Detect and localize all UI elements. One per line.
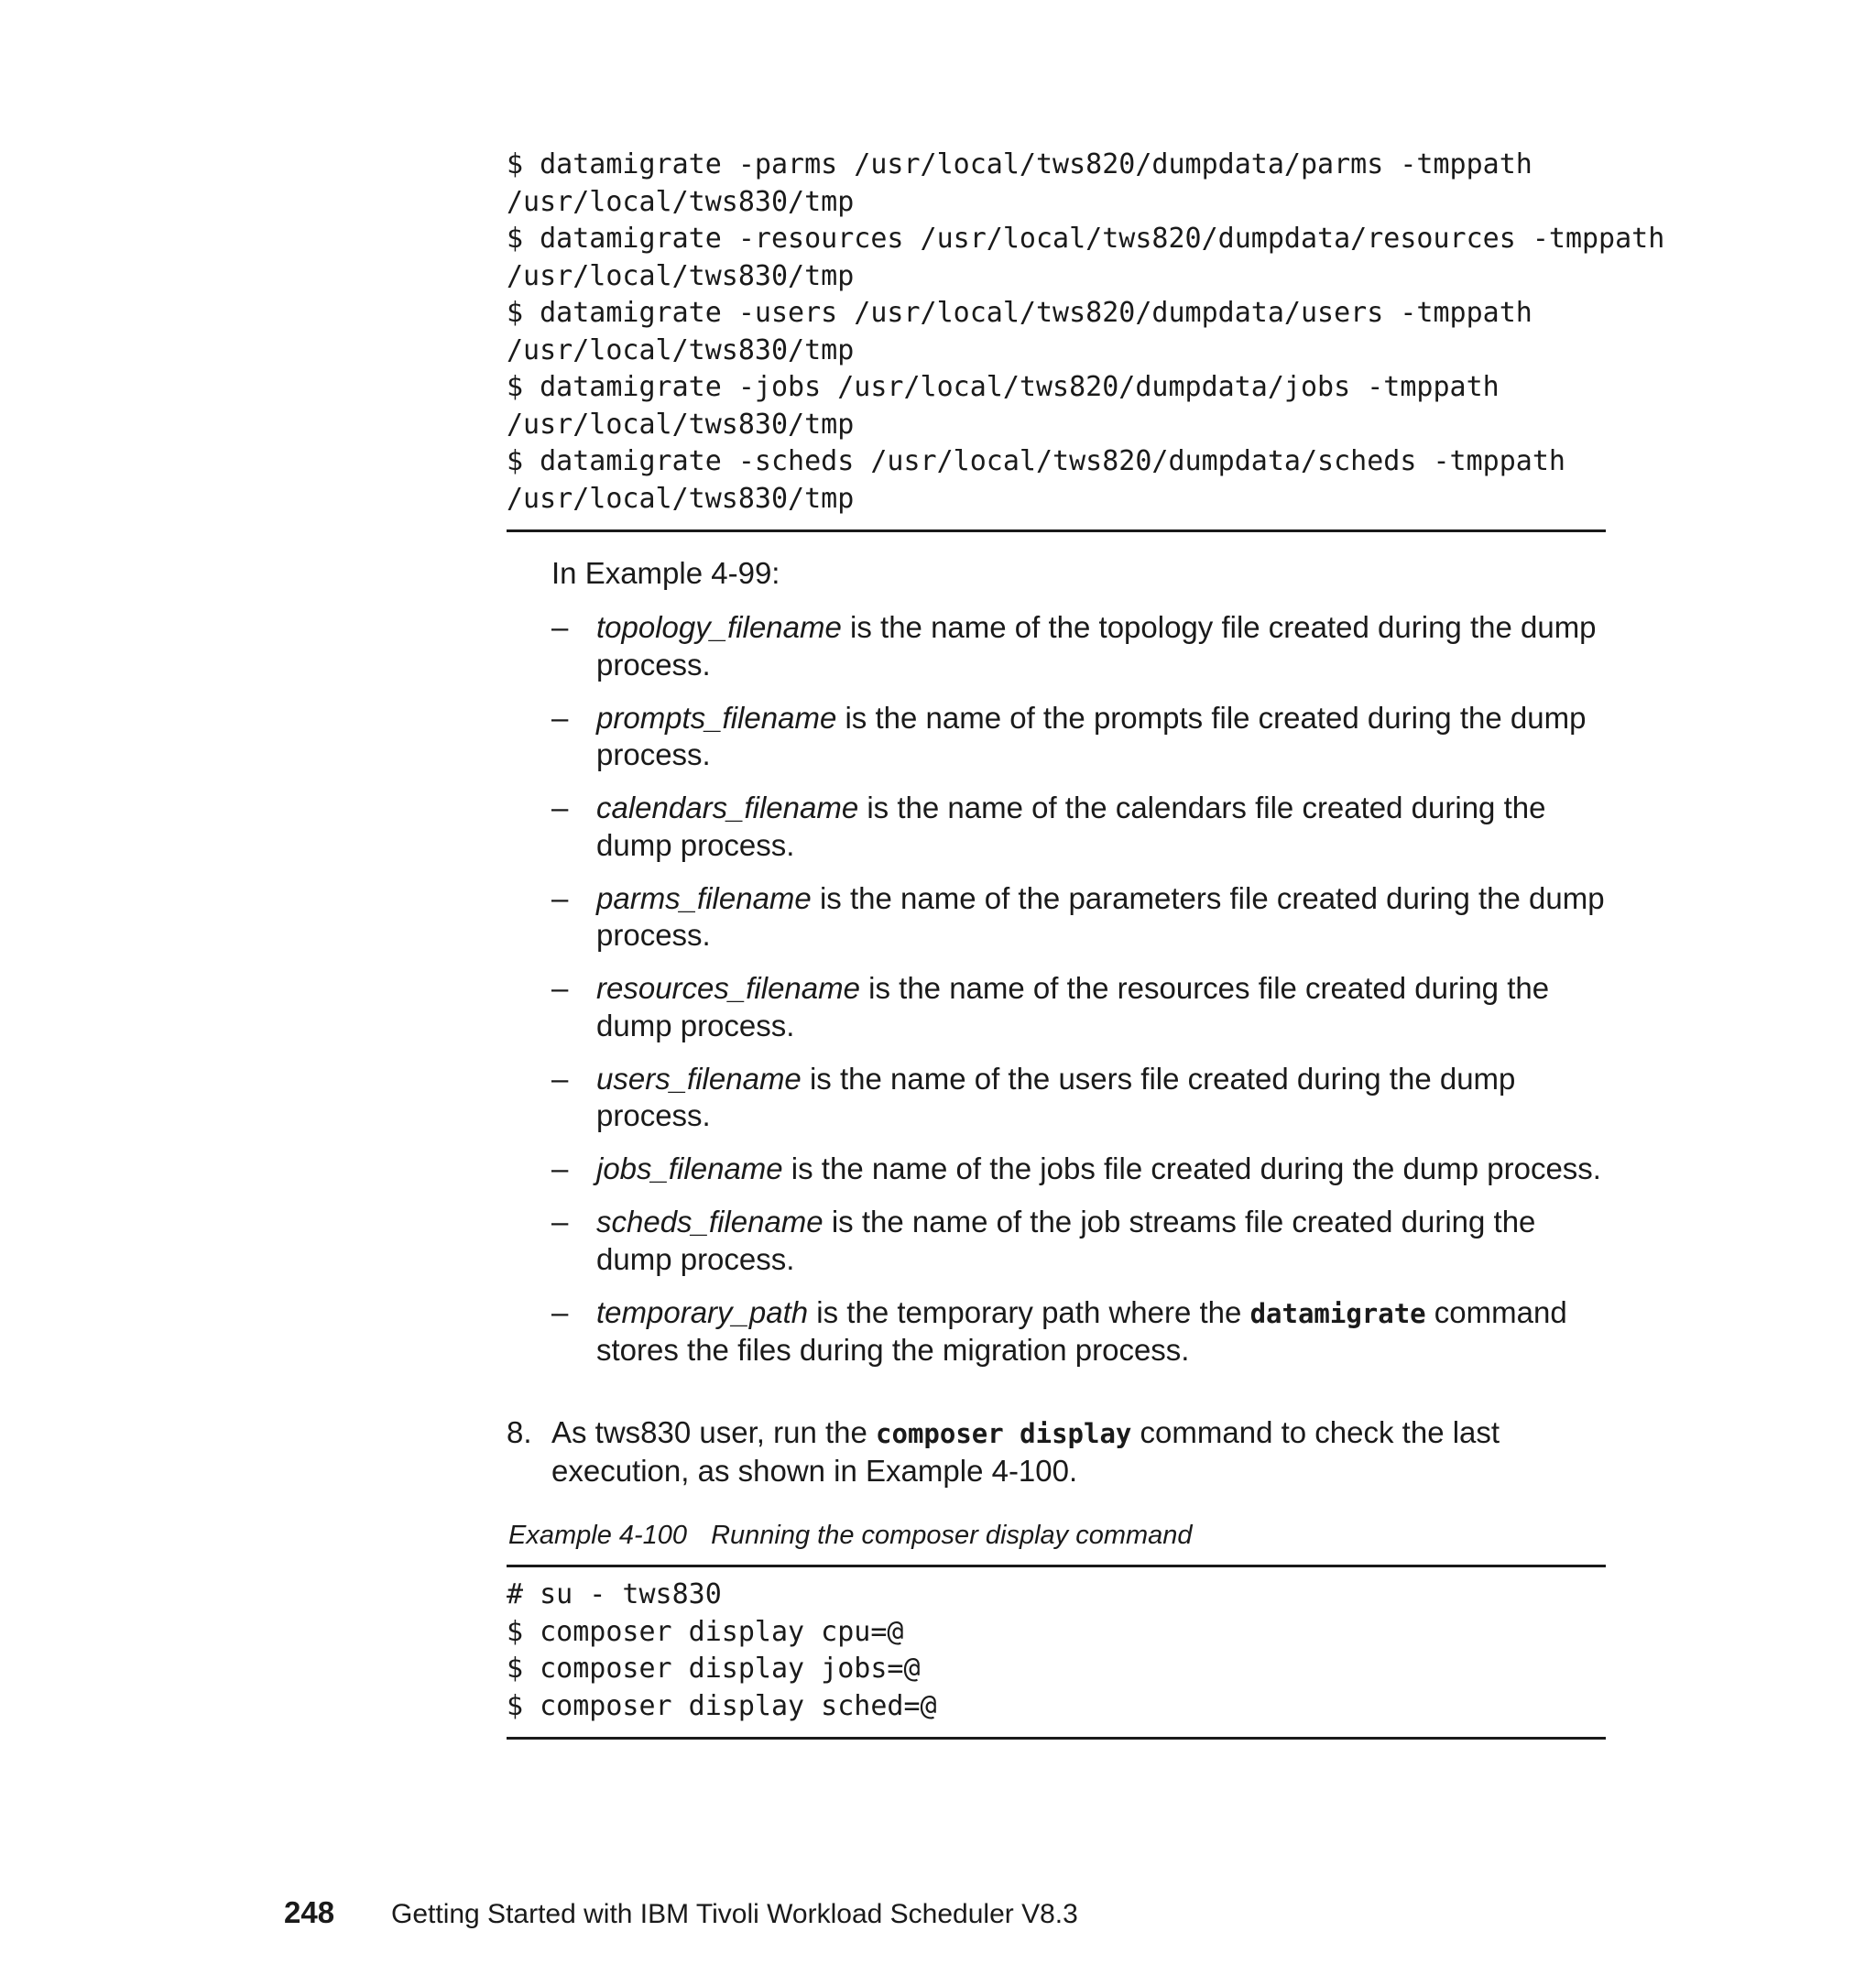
definition-term: resources_filename: [596, 971, 860, 1005]
definition-text: is the name of the topology file created during the dump process.: [596, 610, 1597, 682]
definition-text: is the name of the users file created during the dump process.: [596, 1061, 1516, 1132]
definition-item: [551, 700, 1614, 774]
example-bottom-rule: [507, 1737, 1606, 1740]
definition-text: is the name of the calendars file created during the dump process.: [596, 791, 1546, 862]
code-line: /usr/local/tws830/tmp: [507, 259, 855, 292]
dash-marker: –: [551, 700, 569, 735]
definition-text: is the name of the parameters file created during the dump process.: [596, 880, 1605, 952]
definition-item: [551, 609, 1614, 683]
definition-term: jobs_filename: [596, 1151, 783, 1185]
code-line: /usr/local/tws830/tmp: [507, 482, 855, 515]
step-8: [507, 1414, 1606, 1490]
definition-text: is the name of the prompts file created during the dump process.: [596, 700, 1587, 771]
code-line: $ datamigrate -resources /usr/local/tws820/dumpdata/resources -tmppath: [507, 223, 1665, 255]
definition-item-temporary-path: [551, 1294, 1614, 1369]
dash-marker: –: [551, 1294, 569, 1329]
dash-marker: –: [551, 610, 569, 644]
dash-marker: –: [551, 1205, 569, 1239]
definition-term: topology_filename: [596, 610, 842, 644]
inline-command: composer display: [876, 1418, 1132, 1449]
page-footer: [284, 1894, 1078, 1933]
code-block-bottom-rule: [507, 529, 1606, 532]
book-title: Getting Started with IBM Tivoli Workload Scheduler V8.3: [391, 1899, 1078, 1929]
definition-text: is the name of the jobs file created during the dump process.: [782, 1151, 1601, 1185]
definition-term: users_filename: [596, 1061, 802, 1096]
example-top-rule: [507, 1565, 1606, 1567]
dash-marker: –: [551, 971, 569, 1005]
dash-marker: –: [551, 791, 569, 824]
definition-term: calendars_filename: [596, 791, 859, 824]
dash-marker: –: [551, 1151, 569, 1185]
definition-text: is the name of the resources file created during the dump process.: [596, 971, 1550, 1042]
definition-term: prompts_filename: [596, 700, 837, 735]
code-line: # su - tws830: [507, 1578, 722, 1610]
code-line: $ datamigrate -parms /usr/local/tws820/dumpdata/parms -tmppath: [507, 148, 1532, 180]
definition-item: [551, 1204, 1614, 1278]
code-line: $ composer display cpu=@: [507, 1615, 904, 1648]
code-block-datamigrate: [507, 147, 1665, 518]
definition-term: scheds_filename: [596, 1205, 823, 1239]
definition-text: command stores the files during the migration process.: [596, 1294, 1567, 1367]
step-number: 8.: [507, 1415, 532, 1449]
definition-item: [551, 970, 1614, 1044]
definition-text: is the temporary path where the: [808, 1294, 1250, 1329]
code-line: /usr/local/tws830/tmp: [507, 185, 855, 218]
code-line: $ datamigrate -users /usr/local/tws820/dumpdata/users -tmppath: [507, 297, 1532, 329]
definition-item: [551, 880, 1614, 955]
code-line: /usr/local/tws830/tmp: [507, 333, 855, 366]
code-block-composer-display: [507, 1577, 1606, 1725]
code-line: /usr/local/tws830/tmp: [507, 408, 855, 441]
definition-term: parms_filename: [596, 880, 812, 915]
example-caption: [508, 1519, 1193, 1552]
dash-marker: –: [551, 880, 569, 915]
step-text-before: As tws830 user, run the: [551, 1415, 877, 1449]
definition-term: temporary_path: [596, 1294, 809, 1329]
code-line: $ composer display sched=@: [507, 1689, 937, 1722]
caption-label: Example 4-100: [508, 1521, 688, 1550]
caption-title: Running the composer display command: [711, 1521, 1193, 1550]
code-line: $ datamigrate -jobs /usr/local/tws820/dumpdata/jobs -tmppath: [507, 371, 1500, 403]
step-text-after: command to check the last execution, as shown in Example 4-100.: [551, 1415, 1500, 1488]
definition-item: [551, 1061, 1614, 1135]
definition-item: [551, 790, 1614, 864]
page-number: 248: [284, 1895, 335, 1929]
dash-marker: –: [551, 1061, 569, 1096]
definition-list: [551, 609, 1614, 1385]
intro-text: In Example 4-99:: [551, 556, 780, 590]
code-line: $ composer display jobs=@: [507, 1653, 921, 1685]
step-text: [507, 1414, 1606, 1490]
definition-text: is the name of the job streams file created during the dump process.: [596, 1205, 1536, 1276]
code-line: $ datamigrate -scheds /usr/local/tws820/dumpdata/scheds -tmppath: [507, 445, 1565, 477]
definition-item: [551, 1151, 1614, 1188]
inline-command: datamigrate: [1249, 1297, 1426, 1329]
